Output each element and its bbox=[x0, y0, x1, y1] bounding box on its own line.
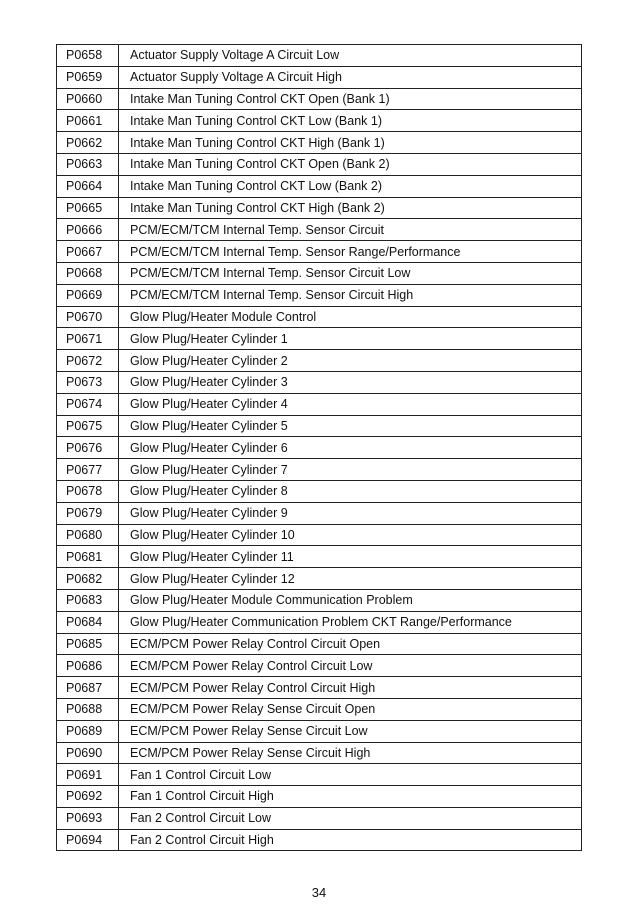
dtc-code-cell: P0669 bbox=[57, 284, 119, 306]
table-row bbox=[57, 88, 582, 110]
dtc-description-cell: Glow Plug/Heater Cylinder 9 bbox=[119, 502, 582, 524]
table-row bbox=[57, 568, 582, 590]
dtc-description-cell: Glow Plug/Heater Module Control bbox=[119, 306, 582, 328]
dtc-description-cell: Glow Plug/Heater Cylinder 3 bbox=[119, 371, 582, 393]
dtc-code-cell: P0671 bbox=[57, 328, 119, 350]
table-row bbox=[57, 677, 582, 699]
dtc-description-cell: Fan 1 Control Circuit Low bbox=[119, 764, 582, 786]
dtc-code-cell: P0679 bbox=[57, 502, 119, 524]
table-row bbox=[57, 764, 582, 786]
dtc-code-cell: P0667 bbox=[57, 241, 119, 263]
dtc-code-cell: P0668 bbox=[57, 262, 119, 284]
table-row bbox=[57, 328, 582, 350]
table-row bbox=[57, 241, 582, 263]
dtc-code-cell: P0683 bbox=[57, 589, 119, 611]
dtc-codes-table-body bbox=[57, 45, 582, 851]
dtc-description-cell: Glow Plug/Heater Cylinder 1 bbox=[119, 328, 582, 350]
dtc-description-cell: Glow Plug/Heater Cylinder 2 bbox=[119, 350, 582, 372]
table-row bbox=[57, 437, 582, 459]
dtc-code-cell: P0675 bbox=[57, 415, 119, 437]
table-row bbox=[57, 110, 582, 132]
table-row bbox=[57, 262, 582, 284]
table-row bbox=[57, 415, 582, 437]
dtc-description-cell: Fan 1 Control Circuit High bbox=[119, 786, 582, 808]
dtc-code-cell: P0662 bbox=[57, 132, 119, 154]
dtc-code-cell: P0682 bbox=[57, 568, 119, 590]
table-row bbox=[57, 720, 582, 742]
dtc-description-cell: Glow Plug/Heater Cylinder 6 bbox=[119, 437, 582, 459]
dtc-code-cell: P0692 bbox=[57, 786, 119, 808]
table-row bbox=[57, 306, 582, 328]
dtc-code-cell: P0658 bbox=[57, 45, 119, 67]
table-row bbox=[57, 655, 582, 677]
dtc-code-cell: P0685 bbox=[57, 633, 119, 655]
table-row bbox=[57, 45, 582, 67]
dtc-description-cell: ECM/PCM Power Relay Control Circuit High bbox=[119, 677, 582, 699]
table-row bbox=[57, 502, 582, 524]
dtc-description-cell: Glow Plug/Heater Cylinder 11 bbox=[119, 546, 582, 568]
dtc-description-cell: Intake Man Tuning Control CKT Low (Bank 1) bbox=[119, 110, 582, 132]
dtc-code-cell: P0670 bbox=[57, 306, 119, 328]
dtc-description-cell: Glow Plug/Heater Communication Problem CKT Range/Performance bbox=[119, 611, 582, 633]
dtc-description-cell: Intake Man Tuning Control CKT Open (Bank 1) bbox=[119, 88, 582, 110]
dtc-code-cell: P0684 bbox=[57, 611, 119, 633]
dtc-description-cell: ECM/PCM Power Relay Sense Circuit High bbox=[119, 742, 582, 764]
dtc-description-cell: Actuator Supply Voltage A Circuit Low bbox=[119, 45, 582, 67]
table-row bbox=[57, 589, 582, 611]
table-row bbox=[57, 698, 582, 720]
dtc-description-cell: Actuator Supply Voltage A Circuit High bbox=[119, 66, 582, 88]
dtc-description-cell: ECM/PCM Power Relay Sense Circuit Low bbox=[119, 720, 582, 742]
dtc-description-cell: PCM/ECM/TCM Internal Temp. Sensor Circuit bbox=[119, 219, 582, 241]
table-row bbox=[57, 633, 582, 655]
dtc-description-cell: Fan 2 Control Circuit Low bbox=[119, 807, 582, 829]
table-row bbox=[57, 132, 582, 154]
table-row bbox=[57, 66, 582, 88]
page-number: 34 bbox=[311, 885, 327, 900]
dtc-description-cell: Fan 2 Control Circuit High bbox=[119, 829, 582, 851]
dtc-code-cell: P0663 bbox=[57, 153, 119, 175]
dtc-code-cell: P0688 bbox=[57, 698, 119, 720]
dtc-code-cell: P0664 bbox=[57, 175, 119, 197]
table-row bbox=[57, 350, 582, 372]
dtc-code-cell: P0659 bbox=[57, 66, 119, 88]
dtc-code-cell: P0666 bbox=[57, 219, 119, 241]
dtc-code-cell: P0687 bbox=[57, 677, 119, 699]
dtc-code-cell: P0665 bbox=[57, 197, 119, 219]
dtc-codes-table bbox=[56, 44, 582, 851]
dtc-code-cell: P0689 bbox=[57, 720, 119, 742]
table-row bbox=[57, 393, 582, 415]
dtc-code-cell: P0672 bbox=[57, 350, 119, 372]
table-row bbox=[57, 829, 582, 851]
dtc-description-cell: ECM/PCM Power Relay Control Circuit Open bbox=[119, 633, 582, 655]
dtc-code-cell: P0676 bbox=[57, 437, 119, 459]
dtc-code-cell: P0674 bbox=[57, 393, 119, 415]
dtc-code-cell: P0691 bbox=[57, 764, 119, 786]
dtc-description-cell: Glow Plug/Heater Cylinder 10 bbox=[119, 524, 582, 546]
dtc-code-cell: P0693 bbox=[57, 807, 119, 829]
dtc-code-cell: P0661 bbox=[57, 110, 119, 132]
dtc-description-cell: Glow Plug/Heater Cylinder 8 bbox=[119, 480, 582, 502]
dtc-description-cell: Glow Plug/Heater Cylinder 7 bbox=[119, 459, 582, 481]
table-row bbox=[57, 219, 582, 241]
table-row bbox=[57, 524, 582, 546]
table-row bbox=[57, 742, 582, 764]
dtc-description-cell: ECM/PCM Power Relay Sense Circuit Open bbox=[119, 698, 582, 720]
table-row bbox=[57, 459, 582, 481]
dtc-code-cell: P0678 bbox=[57, 480, 119, 502]
dtc-description-cell: Intake Man Tuning Control CKT Low (Bank 2) bbox=[119, 175, 582, 197]
table-row bbox=[57, 371, 582, 393]
table-row bbox=[57, 611, 582, 633]
dtc-description-cell: Glow Plug/Heater Cylinder 5 bbox=[119, 415, 582, 437]
table-row bbox=[57, 175, 582, 197]
dtc-description-cell: Intake Man Tuning Control CKT High (Bank 1) bbox=[119, 132, 582, 154]
dtc-code-cell: P0677 bbox=[57, 459, 119, 481]
dtc-description-cell: PCM/ECM/TCM Internal Temp. Sensor Circuit Low bbox=[119, 262, 582, 284]
table-row bbox=[57, 546, 582, 568]
table-row bbox=[57, 197, 582, 219]
dtc-description-cell: Glow Plug/Heater Cylinder 4 bbox=[119, 393, 582, 415]
dtc-code-cell: P0686 bbox=[57, 655, 119, 677]
table-row bbox=[57, 480, 582, 502]
dtc-description-cell: Glow Plug/Heater Module Communication Problem bbox=[119, 589, 582, 611]
dtc-description-cell: Intake Man Tuning Control CKT High (Bank 2) bbox=[119, 197, 582, 219]
dtc-code-cell: P0681 bbox=[57, 546, 119, 568]
table-row bbox=[57, 153, 582, 175]
dtc-code-cell: P0694 bbox=[57, 829, 119, 851]
dtc-description-cell: PCM/ECM/TCM Internal Temp. Sensor Circuit High bbox=[119, 284, 582, 306]
dtc-description-cell: ECM/PCM Power Relay Control Circuit Low bbox=[119, 655, 582, 677]
dtc-code-cell: P0680 bbox=[57, 524, 119, 546]
table-row bbox=[57, 786, 582, 808]
table-row bbox=[57, 284, 582, 306]
dtc-code-cell: P0690 bbox=[57, 742, 119, 764]
dtc-description-cell: PCM/ECM/TCM Internal Temp. Sensor Range/Performance bbox=[119, 241, 582, 263]
dtc-description-cell: Intake Man Tuning Control CKT Open (Bank 2) bbox=[119, 153, 582, 175]
dtc-description-cell: Glow Plug/Heater Cylinder 12 bbox=[119, 568, 582, 590]
dtc-code-cell: P0660 bbox=[57, 88, 119, 110]
dtc-code-cell: P0673 bbox=[57, 371, 119, 393]
table-row bbox=[57, 807, 582, 829]
